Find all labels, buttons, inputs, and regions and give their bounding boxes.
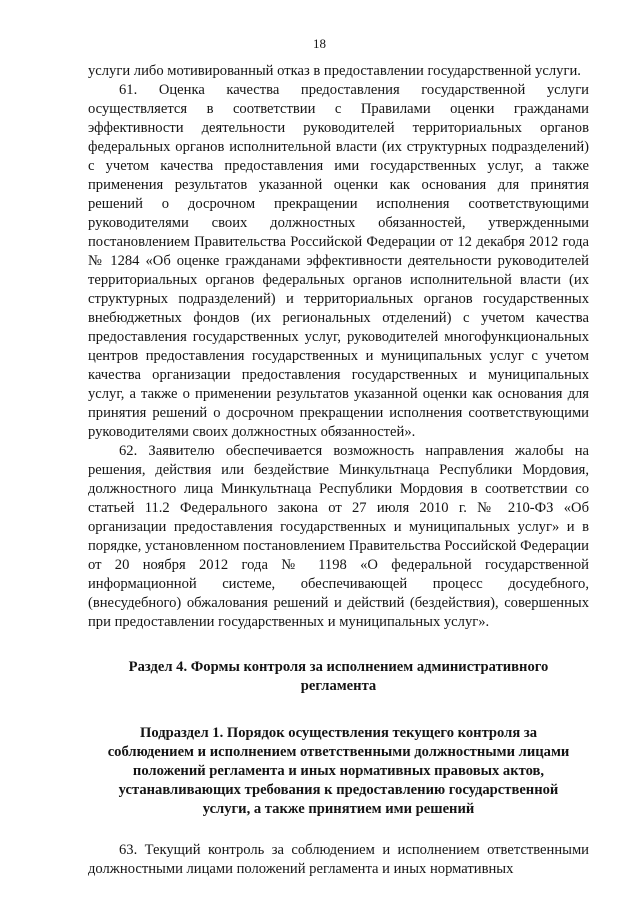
paragraph-continuation: услуги либо мотивированный отказ в предоставлении государственной услуги. bbox=[88, 63, 581, 79]
document-body bbox=[88, 62, 589, 879]
paragraph-62: 62. Заявителю обеспечивается возможность направления жалобы на решения, действия или бездействие Минкультнаца Республики Мордовия, должностного лица Минкультнаца Республики Мордовия в соответствии со статьей 11.2 Федерального закона от 27 июля 2010 г. № 210-ФЗ «Об организации предоставления государственных и муниципальных услуг» и в порядке, установленном постановлением Правительства Российской Федерации от 20 ноября 2012 года № 1198 «О федеральной государственной информационной системе, обеспечивающей процесс досудебного, (внесудебного) обжалования решений и действий (бездействия), совершенных при предоставлении государственных и муниципальных услуг». bbox=[88, 443, 589, 630]
page-number: 18 bbox=[313, 36, 326, 51]
paragraph-61: 61. Оценка качества предоставления государственной услуги осуществляется в соответствии с Правилами оценки гражданами эффективности деятельности руководителей территориальных органов федеральных органов исполнительной власти (их структурных подразделений) с учетом качества предоставления ими государственных услуг, а также применения результатов указанной оценки как основания для принятия решений о досрочном прекращении исполнения соответствующими руководителями своих должностных обязанностей, утвержденными постановлением Правительства Российской Федерации от 12 декабря 2012 года № 1284 «Об оценке гражданами эффективности деятельности руководителей территориальных органов федеральных органов исполнительной власти (их структурных подразделений) и территориальных органов государственных внебюджетных фондов (их региональных отделений) с учетом качества предоставления государственных услуг, руководителей многофункциональных центров предоставления государственных и муниципальных услуг с учетом качества организации предоставления государственных и муниципальных услуг, а также о применении результатов указанной оценки как основания для принятия решений о досрочном прекращении исполнения соответствующими руководителями своих должностных обязанностей». bbox=[88, 82, 589, 440]
paragraph-63: 63. Текущий контроль за соблюдением и исполнением ответственными должностными лицами положений регламента и иных нормативных bbox=[88, 842, 589, 877]
section-heading: Раздел 4. Формы контроля за исполнением административного регламента bbox=[128, 659, 549, 694]
subsection-heading: Подраздел 1. Порядок осуществления текущего контроля за соблюдением и исполнением ответственными должностными лицами положений регламента и иных нормативных правовых актов, устанавливающих требования к предоставлению государственной услуги, а также принятием ими решений bbox=[107, 725, 570, 817]
